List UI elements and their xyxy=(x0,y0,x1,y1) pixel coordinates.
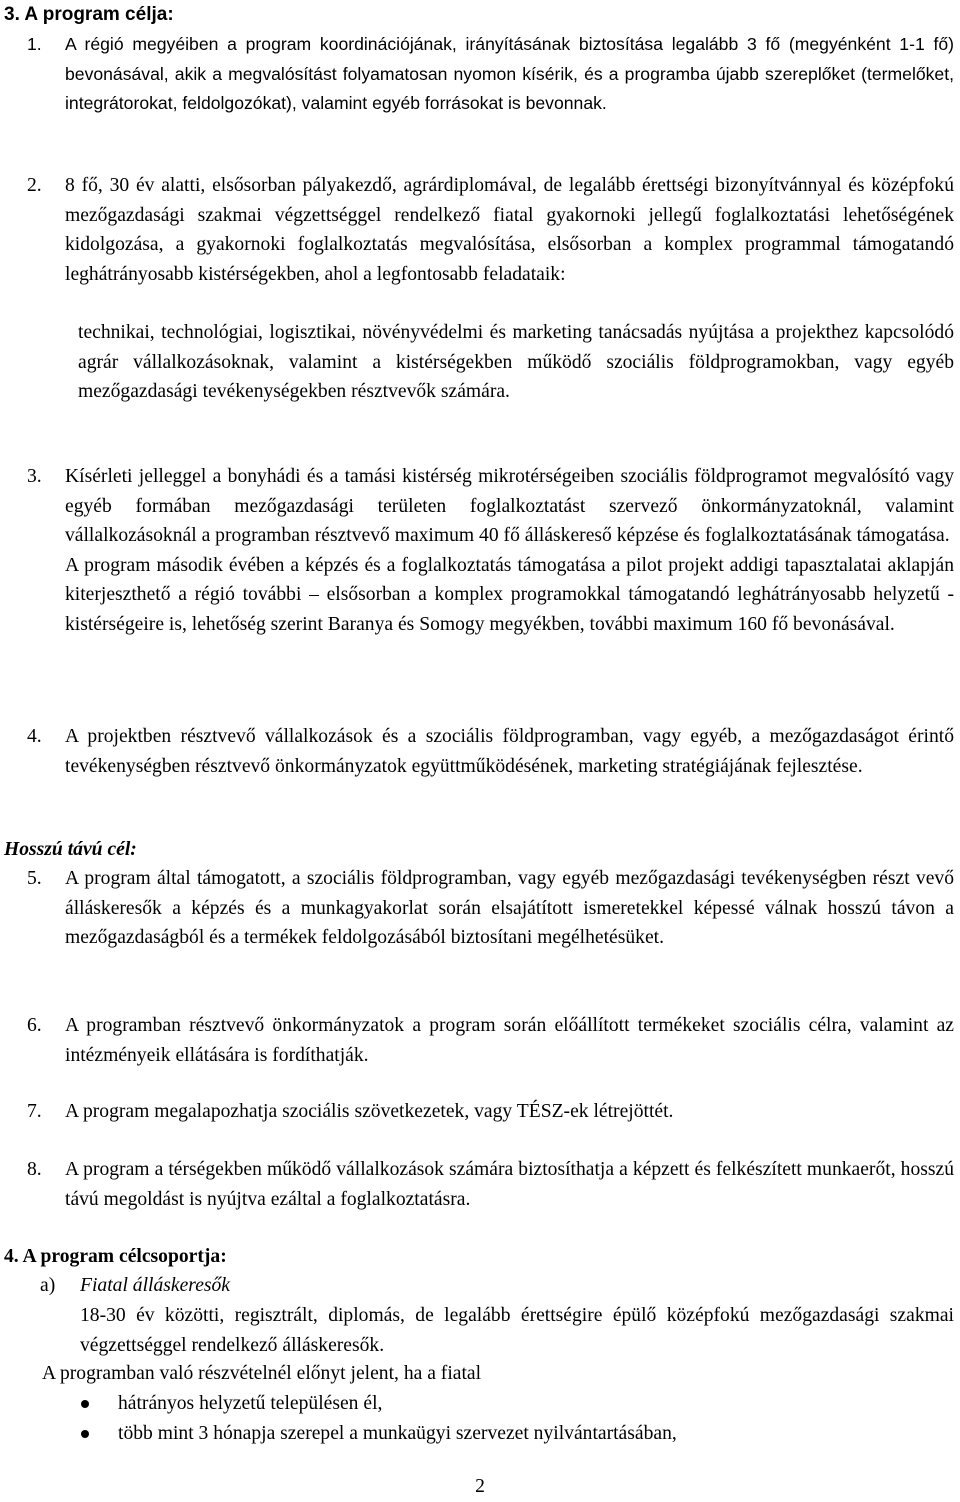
advantage-intro: A programban való részvételnél előnyt jelent, ha a fiatal xyxy=(42,1363,482,1384)
subsection-text: 18-30 év közötti, regisztrált, diplomás, de legalább érettségire épülő középfokú mezőgazdasági szakmai végzettséggel rendelkező álláskeresők. xyxy=(80,1305,954,1356)
list-item-number: 6. xyxy=(27,1015,42,1036)
list-item-3 xyxy=(27,462,954,640)
list-item-number: 5. xyxy=(27,868,42,889)
list-item-number: 1. xyxy=(27,34,42,54)
bullet-item: több mint 3 hónapja szerepel a munkaügyi szervezet nyilvántartásában, xyxy=(78,1419,954,1449)
section-heading-goal: 3. A program célja: xyxy=(4,4,174,25)
list-item-text: A régió megyéiben a program koordinációjának, irányításának biztosítása legalább 3 fő (megyénként 1-1 fő) bevonásával, akik a megvalósítást folyamatosan nyomon kísérik, és a programba újabb szereplőket (termelőket, integrátorokat, feldolgozókat), valamint egyéb forrásokat is bevonnak. xyxy=(65,34,954,114)
list-item-number: 3. xyxy=(27,466,42,487)
section-heading-longterm: Hosszú távú cél: xyxy=(4,839,137,860)
list-item-text: A program megalapozhatja szociális szövetkezetek, vagy TÉSZ-ek létrejöttét. xyxy=(65,1101,674,1122)
list-item-8 xyxy=(27,1155,954,1214)
list-item-text: A program a térségekben működő vállalkozások számára biztosíthatja a képzett és felkészített munkaerőt, hosszú távú megoldást is nyújtva ezáltal a foglalkoztatásra. xyxy=(65,1159,954,1210)
list-item-text: A projektben résztvevő vállalkozások és a szociális földprogramban, vagy egyéb, a mezőgazdaságot érintő tevékenységben résztvevő önkormányzatok együttműködésének, marketing stratégiájának fejlesztése. xyxy=(65,726,954,777)
list-item-6 xyxy=(27,1011,954,1070)
list-item-2 xyxy=(27,171,954,289)
bullet-item: hátrányos helyzetű településen él, xyxy=(78,1389,954,1419)
list-item-7 xyxy=(27,1097,954,1127)
list-item-text: 8 fő, 30 év alatti, elsősorban pályakezdő, agrárdiplomával, de legalább érettségi bizonyítvánnyal és középfokú mezőgazdasági szakmai végzettséggel rendelkező fiatal gyakornoki jellegű foglalkoztatási lehetőségének kidolgozása, a gyakornoki foglalkoztatás megvalósítása, elsősorban a komplex programmal támogatandó leghátrányosabb kistérségekben, ahol a legfontosabb feladataik: xyxy=(65,175,954,285)
page-number: 2 xyxy=(475,1476,485,1497)
subsection-title: Fiatal álláskeresők xyxy=(80,1275,231,1296)
subsection-label: a) xyxy=(40,1275,56,1296)
list-item-text: Kísérleti jelleggel a bonyhádi és a tamási kistérség mikrotérségeiben szociális földprogramot megvalósító vagy egyéb formában mezőgazdasági területen foglalkoztatást szervező önkormányzatoknál, valamint vállalkozásoknál a programban résztvevő maximum 40 fő álláskereső képzése és foglalkoztatásának támogatása. xyxy=(65,466,954,547)
section-heading-target-group: 4. A program célcsoportja: xyxy=(4,1246,227,1267)
list-item-number: 8. xyxy=(27,1159,42,1180)
list-item-number: 7. xyxy=(27,1101,42,1122)
advantage-bullet-list xyxy=(78,1389,954,1448)
list-item-1 xyxy=(27,30,954,119)
list-item-4 xyxy=(27,722,954,781)
list-item-number: 2. xyxy=(27,175,42,196)
list-item-text-continued: A program második évében a képzés és a foglalkoztatás támogatása a pilot projekt addigi tapasztalatai aklapján kiterjeszthető a régió további – elsősorban a komplex programokkal támogatandó leghátrányosabb helyzetű - kistérségeire is, lehetőség szerint Baranya és Somogy megyékben, további maximum 160 fő bevonásával. xyxy=(65,554,954,635)
list-item-text: A programban résztvevő önkormányzatok a program során előállított termékeket szociális célra, valamint az intézményeik ellátására is fordíthatják. xyxy=(65,1015,954,1066)
list-item-2-subtext: technikai, technológiai, logisztikai, növényvédelmi és marketing tanácsadás nyújtása a projekthez kapcsolódó agrár vállalkozásoknak, valamint a kistérségekben működő szociális földprogramokban, vagy egyéb mezőgazdasági tevékenységekben résztvevők számára. xyxy=(78,322,954,403)
list-item-number: 4. xyxy=(27,726,42,747)
list-item-5 xyxy=(27,864,954,953)
list-item-text: A program által támogatott, a szociális földprogramban, vagy egyéb mezőgazdasági tevékenységben részt vevő álláskeresők a képzés és a munkagyakorlat során elsajátított ismeretekkel képessé válnak hosszú távon a mezőgazdaságból és a termékek feldolgozásából biztosítani megélhetésüket. xyxy=(65,868,954,949)
